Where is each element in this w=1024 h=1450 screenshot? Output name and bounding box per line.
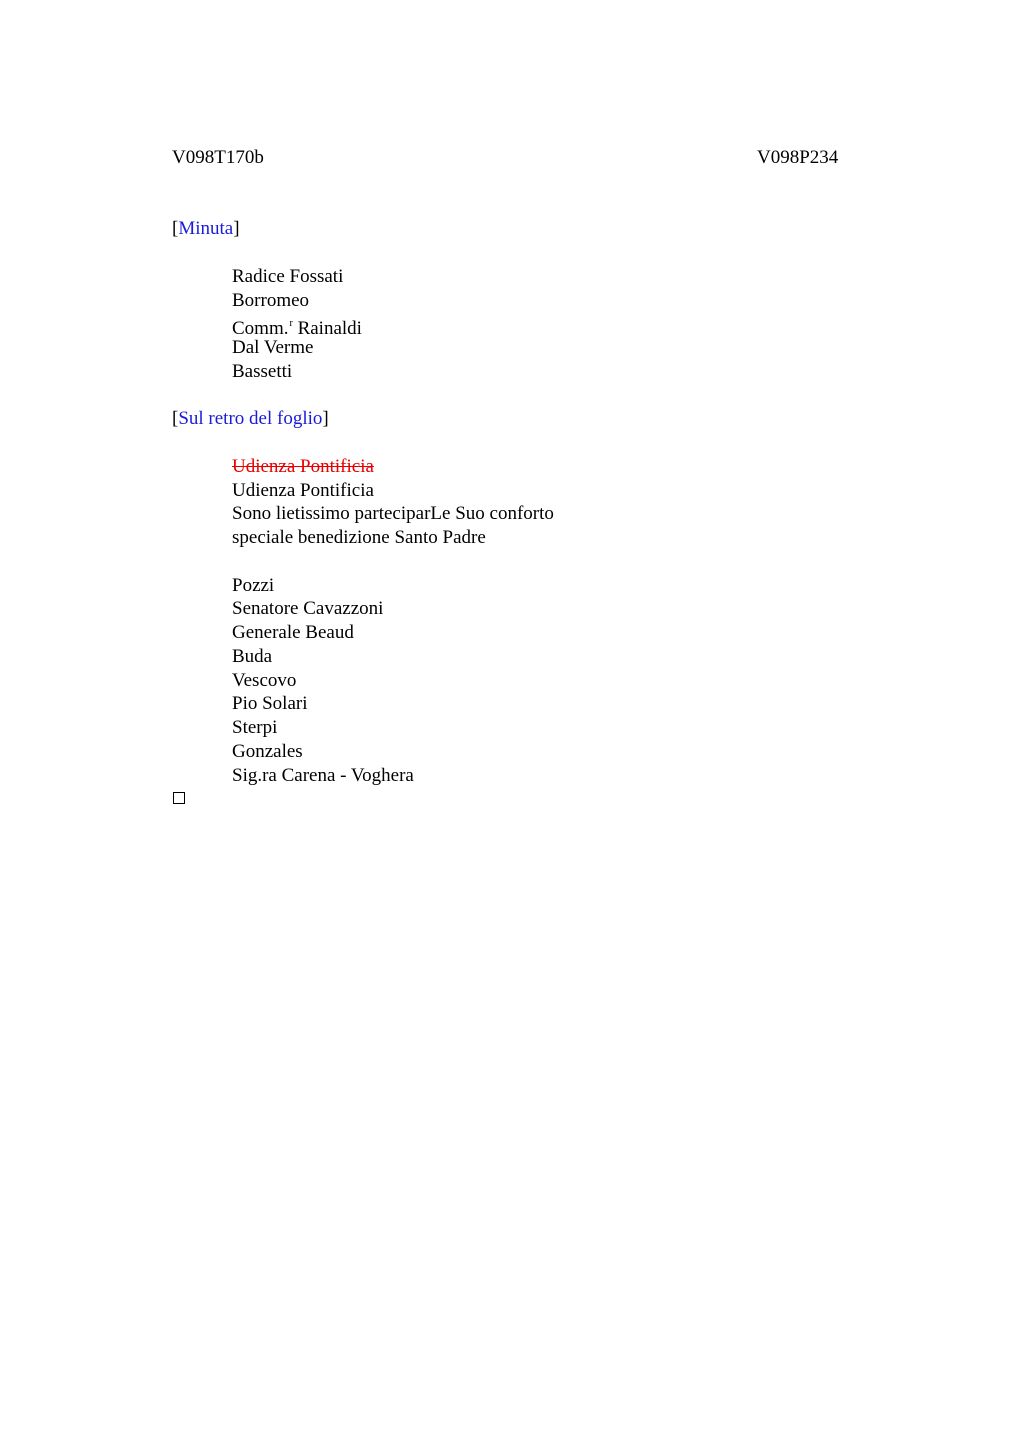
name-item: Vescovo [232,670,297,691]
section-heading-retro [172,407,329,431]
name-item: Pio Solari [232,693,308,714]
name-radice-fossati: Radice Fossati [232,266,344,287]
bracket-close: ] [322,408,329,429]
name-item: Sterpi [232,717,278,738]
annotation-label-retro: Sul retro del foglio [178,408,323,429]
bracket-open: [ [172,218,179,239]
annotation-label-minuta: Minuta [178,218,234,239]
name-item: Buda [232,646,273,667]
deleted-line: Udienza Pontificia [232,456,374,477]
name-bassetti: Bassetti [232,361,293,382]
name-item: Generale Beaud [232,622,354,643]
name-item: Gonzales [232,741,303,762]
document-code-left: V098T170b [172,147,264,168]
text-line: Udienza Pontificia [232,480,374,501]
superscript: r [289,318,293,329]
section-heading-minuta [172,217,240,241]
bracket-open: [ [172,408,179,429]
name-dal-verme: Dal Verme [232,337,314,358]
name-item: Sig.ra Carena - Voghera [232,765,414,786]
text-line: speciale benedizione Santo Padre [232,527,486,548]
text-line: Sono lietissimo parteciparLe Suo conforto [232,503,554,524]
title-prefix: Comm. [232,318,289,339]
end-marker-box-icon [173,792,185,804]
document-code-right: V098P234 [757,147,839,168]
name-item: Pozzi [232,575,275,596]
bracket-close: ] [233,218,240,239]
name-item: Senatore Cavazzoni [232,598,384,619]
surname: Rainaldi [292,318,362,339]
name-borromeo: Borromeo [232,290,310,311]
